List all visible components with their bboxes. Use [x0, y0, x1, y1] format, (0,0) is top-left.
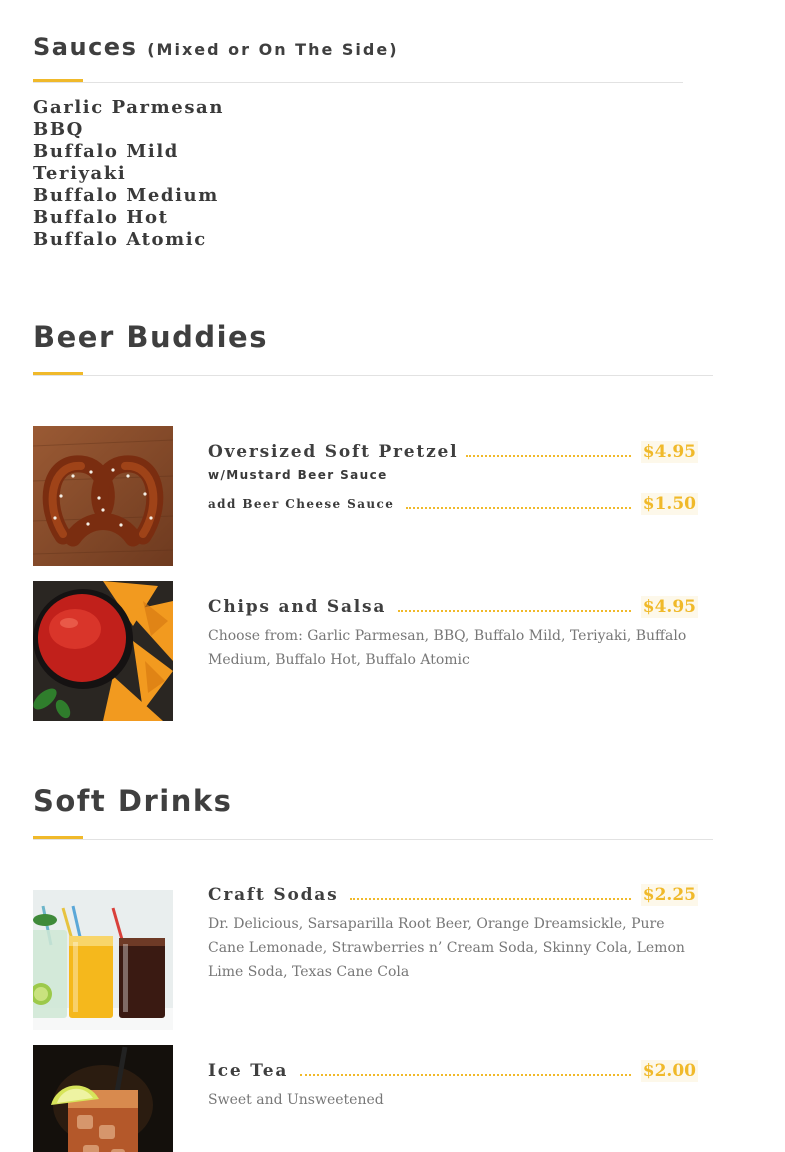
dotted-leader [406, 507, 630, 509]
sauce-list [33, 97, 224, 251]
item-price: $4.95 [642, 442, 696, 462]
item-description: Choose from: Garlic Parmesan, BBQ, Buffalo Mild, Teriyaki, Buffalo Medium, Buffalo Hot, Buffalo Atomic [208, 628, 687, 668]
item-name: Craft Sodas [208, 885, 339, 905]
chips-salsa-image [33, 581, 173, 721]
beer-buddies-divider [33, 375, 713, 376]
sauces-subtitle: (Mixed or On The Side) [147, 40, 399, 59]
list-item: BBQ [33, 119, 84, 140]
dotted-leader [466, 455, 630, 457]
ice-tea-image [33, 1045, 173, 1152]
list-item: Buffalo Atomic [33, 229, 207, 250]
sauces-heading [33, 33, 399, 61]
soft-drinks-title: Soft Drinks [33, 784, 233, 818]
beer-buddies-title: Beer Buddies [33, 320, 268, 354]
item-price: $2.25 [642, 885, 696, 905]
menu-item-ice-tea [208, 1060, 698, 1082]
sauces-divider [33, 82, 683, 83]
dotted-leader [300, 1074, 631, 1076]
menu-item-craft-sodas [208, 884, 698, 906]
item-name: Oversized Soft Pretzel [208, 442, 459, 462]
item-note: w/Mustard Beer Sauce [208, 468, 388, 482]
list-item: Buffalo Mild [33, 141, 179, 162]
menu-item-chips-salsa [208, 596, 698, 618]
item-description: Sweet and Unsweetened [208, 1092, 384, 1108]
sauces-title: Sauces [33, 33, 138, 61]
pretzel-image [33, 426, 173, 566]
addon-row [208, 493, 698, 515]
soft-drinks-divider [33, 839, 713, 840]
sodas-image [33, 890, 173, 1030]
addon-name: add Beer Cheese Sauce [208, 497, 395, 511]
list-item: Buffalo Medium [33, 185, 219, 206]
list-item: Garlic Parmesan [33, 97, 225, 118]
item-name: Ice Tea [208, 1061, 289, 1081]
addon-price: $1.50 [642, 494, 696, 514]
menu-item-soft-pretzel [208, 441, 698, 463]
item-price: $4.95 [642, 597, 696, 617]
list-item: Buffalo Hot [33, 207, 169, 228]
dotted-leader [350, 898, 630, 900]
item-price: $2.00 [642, 1061, 696, 1081]
list-item: Teriyaki [33, 163, 127, 184]
item-name: Chips and Salsa [208, 597, 387, 617]
item-description: Dr. Delicious, Sarsaparilla Root Beer, Orange Dreamsickle, Pure Cane Lemonade, Strawberries n’ Cream Soda, Skinny Cola, Lemon Lime Soda, Texas Cane Cola [208, 916, 685, 980]
dotted-leader [398, 610, 631, 612]
